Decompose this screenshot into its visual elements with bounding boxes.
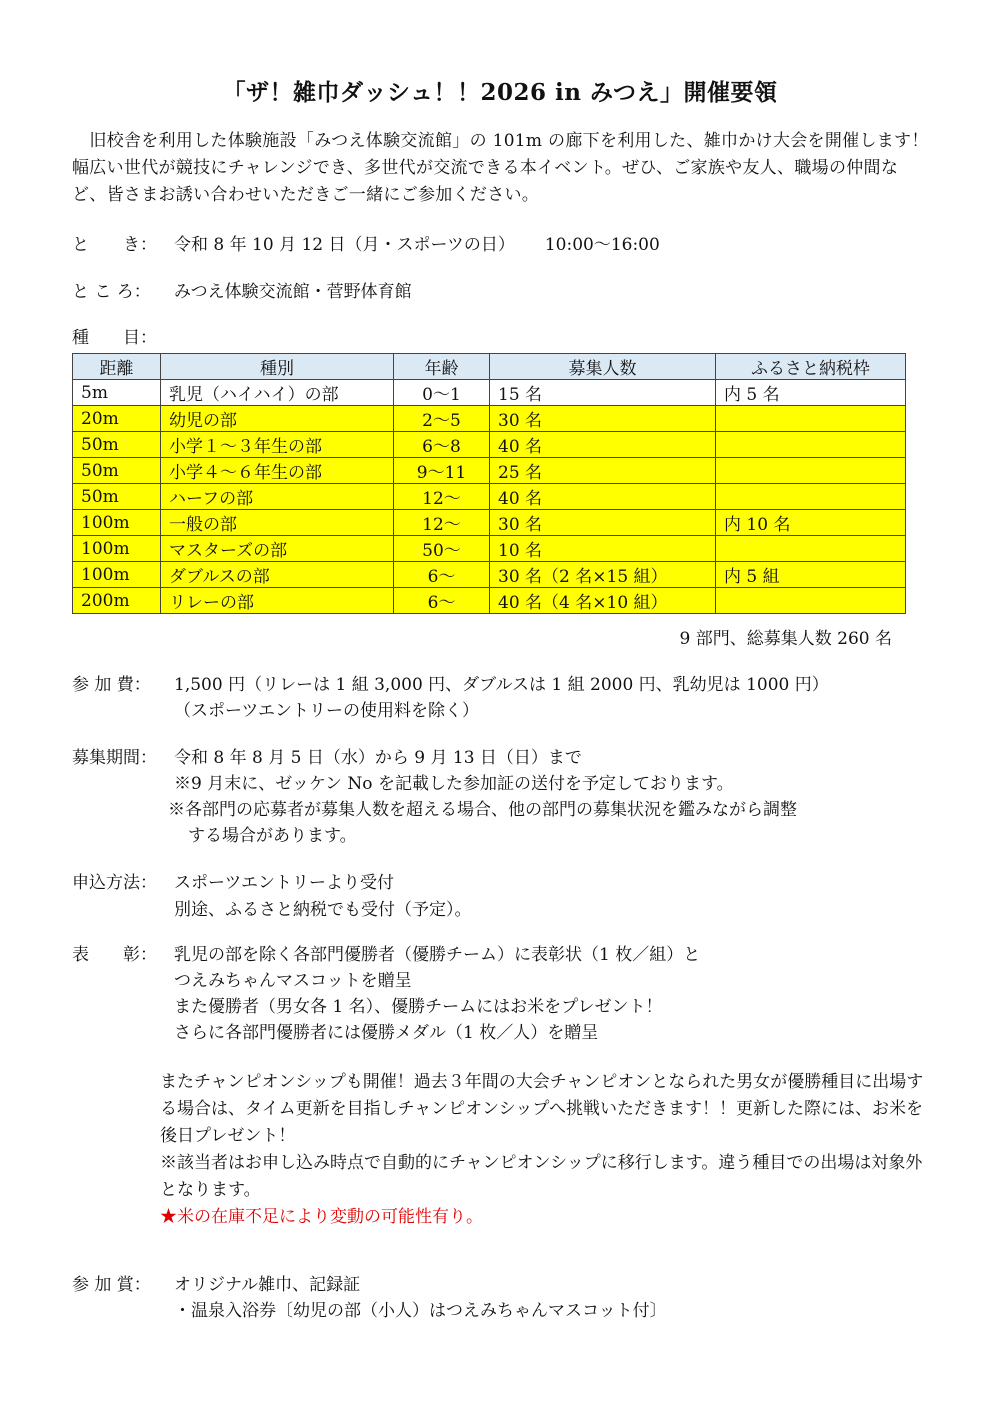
events-table (72, 353, 906, 614)
award-line4: さらに各部門優勝者には優勝メダル（1 枚／人）を贈呈 (174, 1023, 599, 1043)
table-header-row (73, 354, 906, 380)
where-value: みつえ体験交流館・菅野体育館 (174, 282, 412, 302)
table-row (73, 510, 906, 536)
header-furusato: ふるさと納税枠 (716, 354, 906, 380)
cell-distance: 100m (73, 562, 161, 588)
table-row (73, 380, 906, 406)
cell-category: 乳児（ハイハイ）の部 (161, 380, 394, 406)
apply-line1: スポーツエントリーより受付 (174, 873, 394, 893)
where-label: と こ ろ： (72, 282, 151, 302)
cell-furusato: 内 10 名 (716, 510, 906, 536)
championship-section (160, 1069, 932, 1231)
intro-text: 旧校舎を利用した体験施設「みつえ体験交流館」の 101m の廊下を利用した、雑巾かけ大会を開催します！幅広い世代が競技にチャレンジでき、多世代が交流できる本イベント。ぜひ、ご家族や友人、職場の仲間など、皆さまお誘い合わせいただきご一緒にご参加ください。 (72, 131, 929, 205)
event-time: 10:00〜16:00 (544, 235, 660, 255)
award-line3: また優勝者（男女各 1 名）、優勝チームにはお米をプレゼント！ (174, 997, 663, 1017)
cell-distance: 50m (73, 432, 161, 458)
cell-capacity: 40 名（4 名×10 組） (490, 588, 716, 614)
apply-line2: 別途、ふるさと納税でも受付（予定）。 (174, 900, 472, 920)
header-capacity: 募集人数 (490, 354, 716, 380)
cell-category: リレーの部 (161, 588, 394, 614)
cell-age: 6〜 (394, 588, 490, 614)
apply-label: 申込方法： (72, 873, 157, 893)
cell-age: 2〜5 (394, 406, 490, 432)
table-summary: 9 部門、総募集人数 260 名 (679, 629, 892, 649)
cell-age: 6〜8 (394, 432, 490, 458)
cell-furusato: 内 5 名 (716, 380, 906, 406)
award-line1: 乳児の部を除く各部門優勝者（優勝チーム）に表彰状（1 枚／組）と (174, 945, 701, 965)
period-note1: ※9 月末に、ゼッケン No を記載した参加証の送付を予定しております。 (174, 774, 734, 794)
prize-label: 参 加 賞： (72, 1275, 151, 1295)
table-row (73, 562, 906, 588)
cell-capacity: 25 名 (490, 458, 716, 484)
events-label: 種 目： (72, 328, 157, 348)
cell-furusato (716, 588, 906, 614)
cell-distance: 5m (73, 380, 161, 406)
cell-category: ハーフの部 (161, 484, 394, 510)
cell-category: 小学１〜３年生の部 (161, 432, 394, 458)
cell-capacity: 30 名 (490, 406, 716, 432)
cell-capacity: 40 名 (490, 432, 716, 458)
cell-age: 9〜11 (394, 458, 490, 484)
period-label: 募集期間： (72, 748, 157, 768)
cell-category: 小学４〜６年生の部 (161, 458, 394, 484)
cell-furusato (716, 484, 906, 510)
cell-distance: 100m (73, 510, 161, 536)
header-category: 種別 (161, 354, 394, 380)
fee-line2: （スポーツエントリーの使用料を除く） (174, 701, 479, 721)
cell-category: ダブルスの部 (161, 562, 394, 588)
table-row (73, 432, 906, 458)
cell-distance: 50m (73, 458, 161, 484)
document-title: 「ザ！雑巾ダッシュ！！2026 in みつえ」開催要領 (222, 79, 778, 106)
rice-stock-alert: ★米の在庫不足により変動の可能性有り。 (160, 1207, 483, 1227)
cell-capacity: 40 名 (490, 484, 716, 510)
cell-category: マスターズの部 (161, 536, 394, 562)
cell-capacity: 30 名 (490, 510, 716, 536)
header-distance: 距離 (73, 354, 161, 380)
period-note2b: する場合があります。 (188, 826, 357, 846)
fee-line1: 1,500 円（リレーは 1 組 3,000 円、ダブルスは 1 組 2000 円、乳幼児は 1000 円） (174, 675, 829, 695)
prize-line2: ・温泉入浴券〔幼児の部（小人）はつえみちゃんマスコット付〕 (174, 1301, 667, 1321)
event-date: 令和 8 年 10 月 12 日（月・スポーツの日） (174, 235, 515, 255)
cell-distance: 20m (73, 406, 161, 432)
period-line1: 令和 8 年 8 月 5 日（水）から 9 月 13 日（日）まで (174, 748, 582, 768)
cell-age: 0〜1 (394, 380, 490, 406)
cell-capacity: 15 名 (490, 380, 716, 406)
award-line2: つえみちゃんマスコットを贈呈 (174, 971, 412, 991)
header-age: 年齢 (394, 354, 490, 380)
table-row (73, 458, 906, 484)
cell-capacity: 30 名（2 名×15 組） (490, 562, 716, 588)
cell-distance: 50m (73, 484, 161, 510)
award-label: 表 彰： (72, 945, 157, 965)
cell-distance: 100m (73, 536, 161, 562)
cell-furusato (716, 458, 906, 484)
cell-furusato: 内 5 組 (716, 562, 906, 588)
championship-note: ※該当者はお申し込み時点で自動的にチャンピオンシップに移行します。違う種目での出場は対象外となります。 (160, 1153, 923, 1200)
period-note2a: ※各部門の応募者が募集人数を超える場合、他の部門の募集状況を鑑みながら調整 (168, 800, 797, 820)
prize-line1: オリジナル雑巾、記録証 (174, 1275, 361, 1295)
table-row (73, 484, 906, 510)
cell-category: 一般の部 (161, 510, 394, 536)
cell-furusato (716, 406, 906, 432)
fee-label: 参 加 費： (72, 675, 151, 695)
cell-furusato (716, 432, 906, 458)
table-row (73, 406, 906, 432)
cell-age: 6〜 (394, 562, 490, 588)
table-row (73, 536, 906, 562)
cell-distance: 200m (73, 588, 161, 614)
championship-text: またチャンピオンシップも開催！過去３年間の大会チャンピオンとなられた男女が優勝種目に出場する場合は、タイム更新を目指しチャンピオンシップへ挑戦いただきます！！更新した際には、お米を後日プレゼント！ (160, 1072, 924, 1146)
cell-age: 50〜 (394, 536, 490, 562)
cell-furusato (716, 536, 906, 562)
cell-category: 幼児の部 (161, 406, 394, 432)
cell-capacity: 10 名 (490, 536, 716, 562)
when-value (174, 232, 660, 259)
cell-age: 12〜 (394, 510, 490, 536)
when-label: と き： (72, 235, 157, 255)
table-row (73, 588, 906, 614)
intro-paragraph (72, 128, 932, 209)
cell-age: 12〜 (394, 484, 490, 510)
